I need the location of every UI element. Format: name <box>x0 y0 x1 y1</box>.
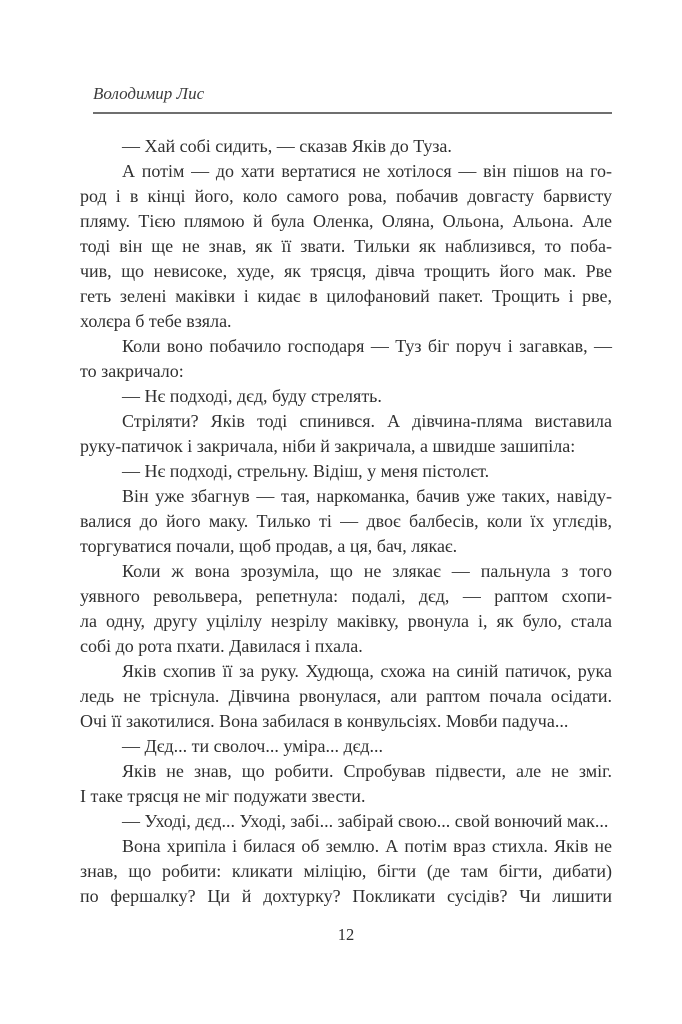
paragraph <box>80 384 612 409</box>
text-line: І таке трясця не міг подужати звести. <box>80 786 366 806</box>
text-line: — Дєд... ти сволоч... уміра... дєд... <box>122 736 384 756</box>
paragraph <box>80 834 612 909</box>
paragraph <box>80 134 612 159</box>
page-header <box>80 84 612 114</box>
text-line: Очі її закотилися. Вона забилася в конвульсіях. Мовби падуча... <box>80 711 569 731</box>
text-line: ла одну, другу уцілілу незрілу маківку, рвонула і, як було, стала <box>80 611 612 631</box>
text-line: руку-патичок і закричала, ніби й закричала, а швидше зашипіла: <box>80 436 576 456</box>
text-line: собі до рота пхати. Давилася і пхала. <box>80 636 363 656</box>
text-line: род і в кінці його, коло самого рова, побачив довгасту барвисту <box>80 186 612 206</box>
text-line: Він уже збагнув — тая, наркоманка, бачив уже таких, навіду- <box>122 486 612 506</box>
text-line: — Нє подході, дєд, буду стрелять. <box>122 386 382 406</box>
paragraph <box>80 334 612 384</box>
paragraph <box>80 659 612 734</box>
header-rule <box>93 112 612 114</box>
text-line: — Уході, дєд... Уході, забі... забірай свою... свой вонючий мак... <box>122 811 609 831</box>
text-line: ледь не тріснула. Дівчина рвонулася, али раптом почала осідати. <box>80 686 612 706</box>
paragraph <box>80 559 612 659</box>
text-line: — Нє подході, стрельну. Відіш, у меня пістолєт. <box>122 461 490 481</box>
text-line: Коли ж вона зрозуміла, що не злякає — пальнула з того <box>122 561 612 581</box>
text-line: А потім — до хати вертатися не хотілося — він пішов на го- <box>122 161 612 181</box>
text-line: Стріляти? Яків тоді спинився. А дівчина-пляма виставила <box>122 411 612 431</box>
text-line: Коли воно побачило господаря — Туз біг поруч і загавкав, — <box>122 336 612 356</box>
paragraph <box>80 159 612 334</box>
paragraph <box>80 409 612 459</box>
paragraph <box>80 484 612 559</box>
text-line: Яків схопив її за руку. Худюща, схожа на синій патичок, рука <box>122 661 612 681</box>
text-line: Яків не знав, що робити. Спробував підвести, але не зміг. <box>122 761 612 781</box>
text-line: геть зелені маківки і кидає в цилофановий пакет. Трощить і рве, <box>80 286 612 306</box>
text-line: тоді він ще не знав, як її звати. Тильки як наблизився, то поба- <box>80 236 612 256</box>
text-line: то закричало: <box>80 361 184 381</box>
paragraph <box>80 809 612 834</box>
text-line: пляму. Тією плямою й була Оленка, Оляна, Ольона, Альона. Але <box>80 211 612 231</box>
text-line: торгуватися почали, щоб продав, а ця, бач, лякає. <box>80 536 458 556</box>
text-line: Вона хрипіла і билася об землю. А потім враз стихла. Яків не <box>122 836 612 856</box>
text-block <box>80 134 612 909</box>
text-line: чив, що невисоке, худе, як трясця, дівча трощить його мак. Рве <box>80 261 612 281</box>
text-line: холєра б тебе взяла. <box>80 311 232 331</box>
text-line: уявного револьвера, репетнула: подалі, дєд, — раптом схопи- <box>80 586 612 606</box>
text-line: — Хай собі сидить, — сказав Яків до Туза. <box>122 136 452 156</box>
paragraph <box>80 759 612 809</box>
text-line: валися до його маку. Тилько ті — двоє балбесів, коли їх углєдів, <box>80 511 612 531</box>
text-line: по фершалку? Ци й дохтурку? Покликати сусідів? Чи лишити <box>80 886 612 906</box>
text-line: знав, що робити: кликати міліцію, бігти (де там бігти, дибати) <box>80 861 612 881</box>
paragraph <box>80 459 612 484</box>
page-number: 12 <box>337 925 355 944</box>
paragraph <box>80 734 612 759</box>
running-header-author: Володимир Лис <box>93 84 205 103</box>
